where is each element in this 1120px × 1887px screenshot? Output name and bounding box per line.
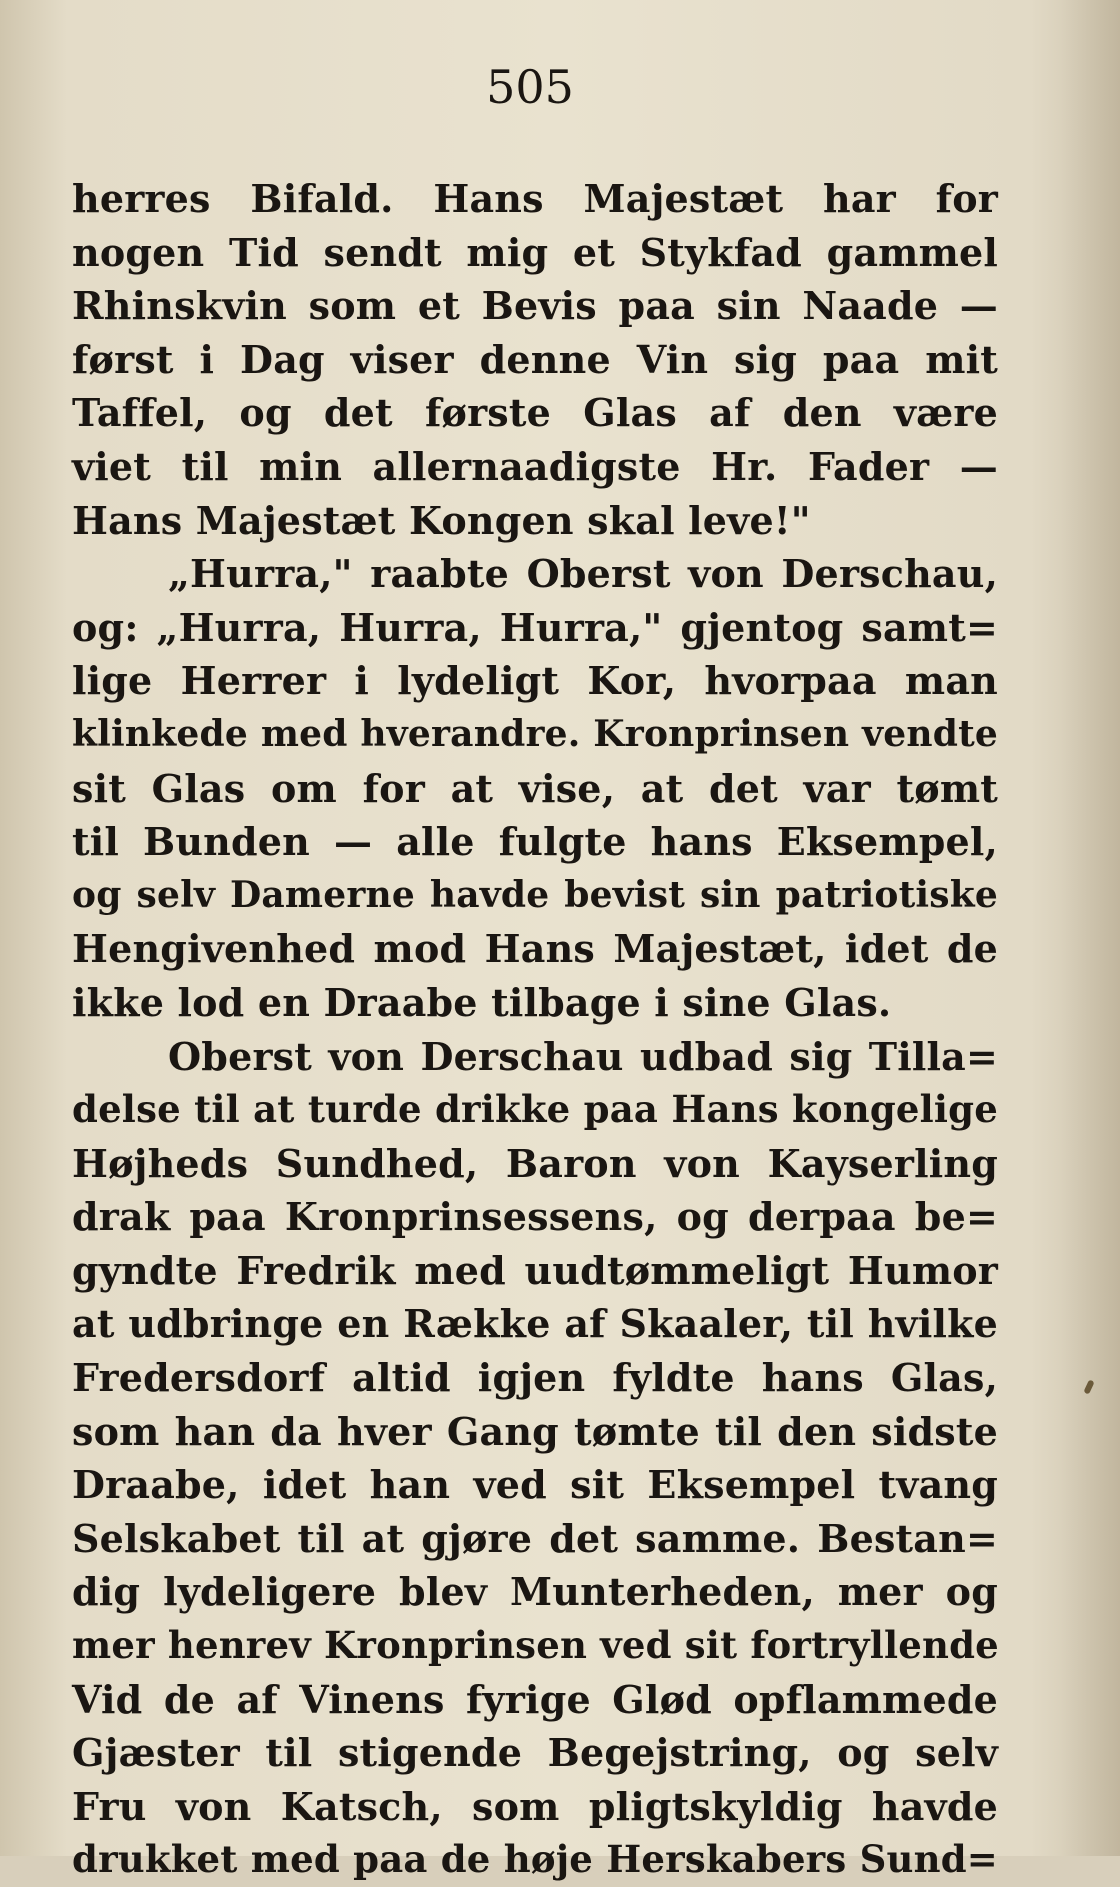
text-line: Hans Majestæt Kongen skal leve!"	[72, 497, 811, 543]
text-line: klinkede med hverandre. Kronprinsen vendte	[72, 712, 998, 755]
text-line: „Hurra," raabte Oberst von Derschau,	[168, 551, 998, 597]
text-line: dig lydeligere blev Munterheden, mer og	[72, 1569, 998, 1615]
text-line: lige Herrer i lydeligt Kor, hvorpaa man	[72, 658, 998, 704]
page-edge-shadow	[1060, 0, 1120, 1856]
text-line: at udbringe en Række af Skaaler, til hvilke	[72, 1301, 998, 1347]
text-line: som han da hver Gang tømte til den sidste	[72, 1408, 998, 1454]
text-line: viet til min allernaadigste Hr. Fader —	[72, 443, 998, 489]
text-line: mer henrev Kronprinsen ved sit fortryllende	[72, 1623, 999, 1668]
text-line: og selv Damerne havde bevist sin patriotiske	[72, 873, 998, 916]
text-line: Taffel, og det første Glas af den være	[72, 390, 998, 436]
text-line: Draabe, idet han ved sit Eksempel tvang	[72, 1462, 998, 1508]
text-line: til Bunden — alle fulgte hans Eksempel,	[72, 819, 998, 865]
text-line: nogen Tid sendt mig et Stykfad gammel	[72, 229, 998, 275]
text-line: gyndte Fredrik med uudtømmeligt Humor	[72, 1247, 998, 1293]
text-line: Højheds Sundhed, Baron von Kayserling	[72, 1140, 998, 1186]
text-line: først i Dag viser denne Vin sig paa mit	[72, 336, 998, 382]
text-line: Fru von Katsch, som pligtskyldig havde	[72, 1783, 998, 1829]
text-line: herres Bifald. Hans Majestæt har for	[72, 176, 998, 221]
text-line: Oberst von Derschau udbad sig Tilla=	[168, 1033, 998, 1079]
text-line: Hengivenhed mod Hans Majestæt, idet de	[72, 926, 998, 972]
text-line: og: „Hurra, Hurra, Hurra," gjentog samt=	[72, 604, 998, 650]
text-line: Fredersdorf altid igjen fyldte hans Glas,	[72, 1355, 998, 1401]
text-line: Gjæster til stigende Begejstring, og selv	[72, 1730, 998, 1776]
text-line: sit Glas om for at vise, at det var tømt	[72, 765, 998, 811]
text-line: Rhinskvin som et Bevis paa sin Naade —	[72, 283, 998, 329]
text-line: Vid de af Vinens fyrige Glød opflammede	[72, 1676, 998, 1722]
page-number: 505	[486, 60, 574, 114]
text-line: drukket med paa de høje Herskabers Sund=	[72, 1837, 998, 1882]
body-text	[72, 172, 998, 1887]
text-line: drak paa Kronprinsessens, og derpaa be=	[72, 1194, 998, 1240]
text-line: Selskabet til at gjøre det samme. Bestan=	[72, 1515, 998, 1561]
text-line: delse til at turde drikke paa Hans kongelige	[72, 1087, 998, 1132]
text-line: ikke lod en Draabe tilbage i sine Glas.	[72, 979, 892, 1025]
